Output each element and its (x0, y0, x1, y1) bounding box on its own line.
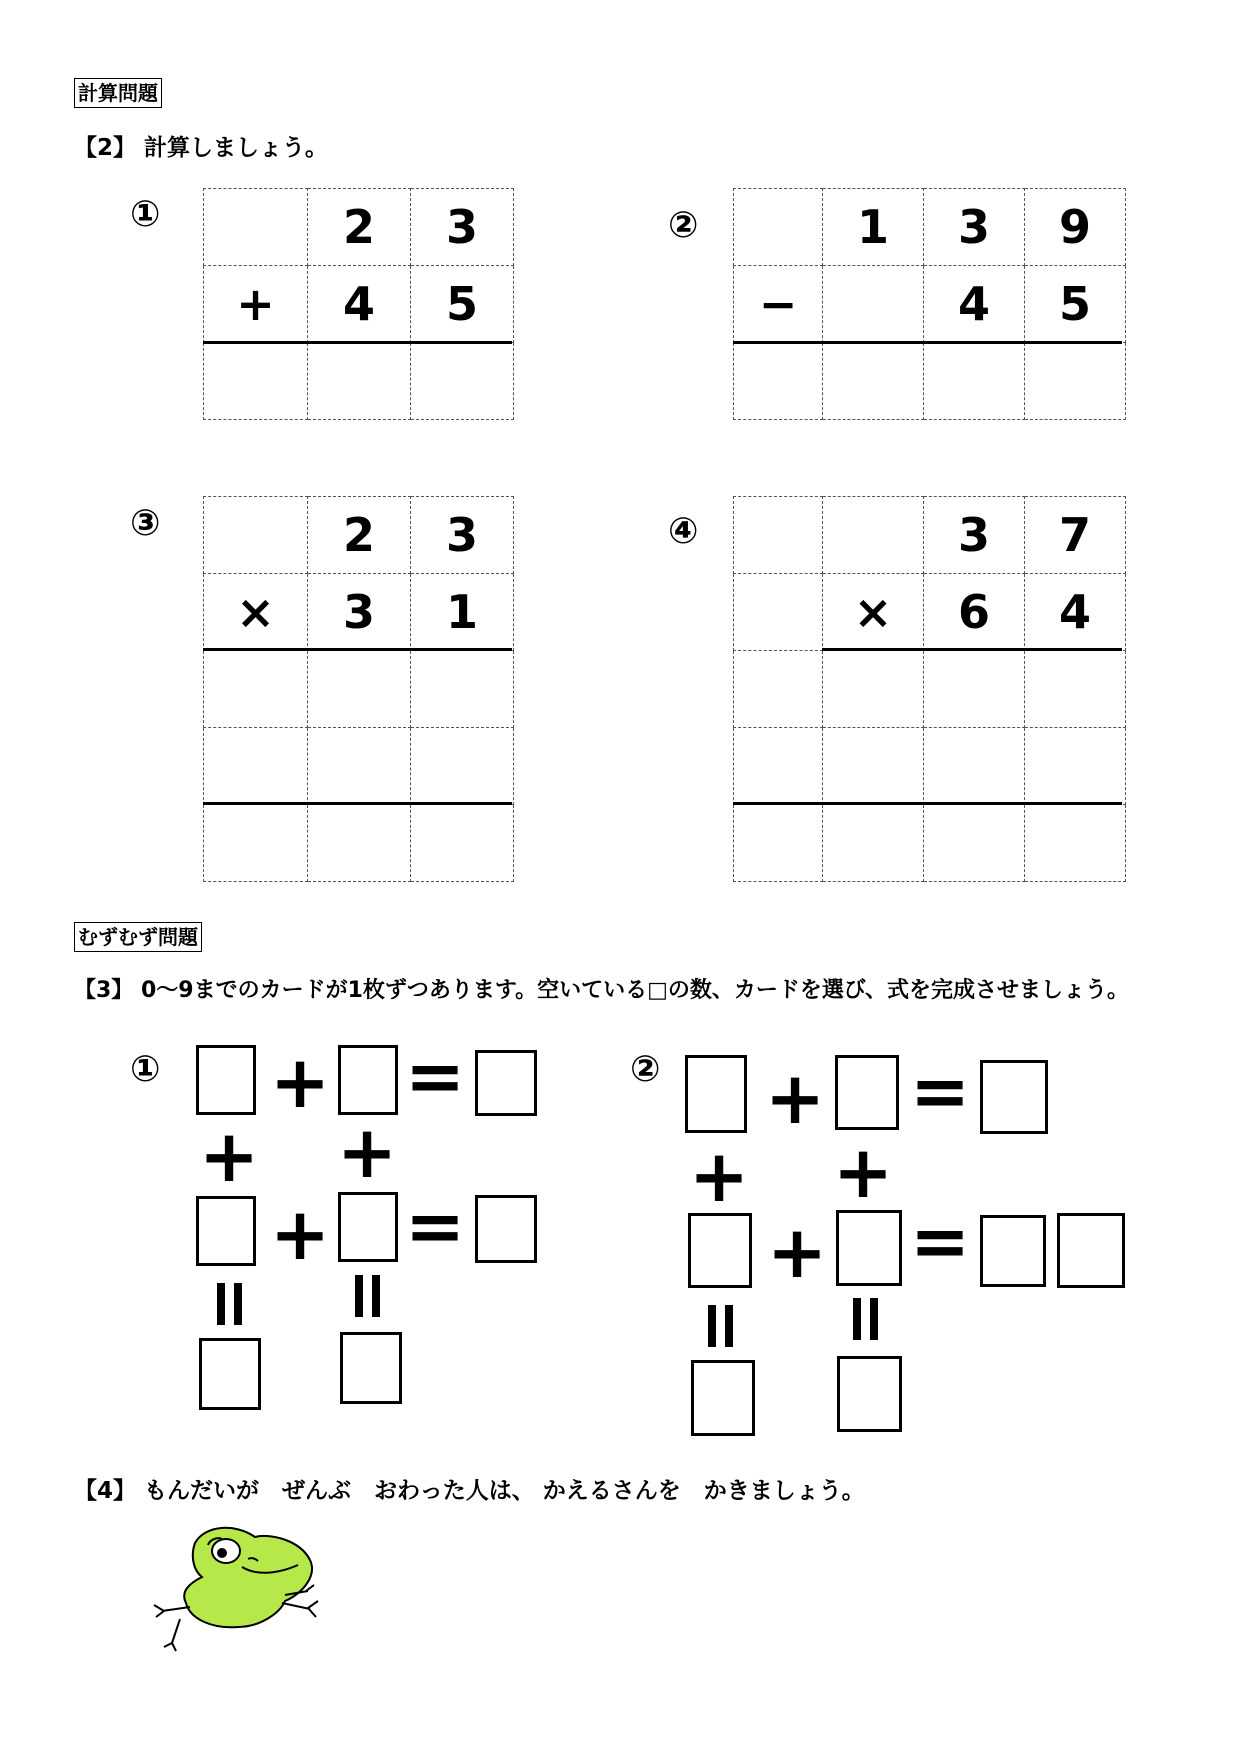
answer-cell[interactable] (924, 651, 1025, 728)
problem-number: ① (130, 194, 161, 235)
answer-cell[interactable] (924, 728, 1025, 805)
grid-cell: + (204, 266, 308, 343)
plus-sign: + (832, 1130, 894, 1214)
grid-cell: × (204, 574, 308, 651)
answer-cell[interactable] (204, 343, 308, 420)
grid-cell: 9 (1025, 189, 1126, 266)
equals-sign: = (909, 1199, 971, 1283)
problem-number: ④ (668, 511, 699, 552)
plus-sign: + (688, 1134, 750, 1218)
grid-cell: 5 (1025, 266, 1126, 343)
plus-sign: + (269, 1192, 331, 1276)
grid-cell: 3 (924, 189, 1025, 266)
card-box[interactable] (1057, 1213, 1125, 1288)
answer-cell[interactable] (1025, 805, 1126, 882)
card-box[interactable] (980, 1060, 1048, 1134)
grid-cell (204, 497, 308, 574)
answer-cell[interactable] (1025, 343, 1126, 420)
vertical-equals-sign (853, 1298, 883, 1340)
plus-sign: + (764, 1056, 826, 1140)
answer-cell[interactable] (1025, 728, 1126, 805)
card-box[interactable] (980, 1215, 1046, 1287)
plus-sign: + (336, 1110, 398, 1194)
frog-drawing-icon (150, 1515, 330, 1655)
grid-cell: 4 (1025, 574, 1126, 651)
problem-number: ③ (130, 503, 161, 544)
answer-cell[interactable] (823, 343, 924, 420)
product-line (203, 648, 512, 651)
answer-cell[interactable] (308, 651, 411, 728)
card-box[interactable] (475, 1195, 537, 1263)
grid-cell (204, 189, 308, 266)
answer-cell[interactable] (411, 805, 514, 882)
grid-cell: 7 (1025, 497, 1126, 574)
grid-cell: 4 (308, 266, 411, 343)
grid-cell: 1 (411, 574, 514, 651)
section-tag-calculation: 計算問題 (74, 78, 162, 108)
multiplication-grid (733, 496, 1126, 882)
card-box[interactable] (475, 1050, 537, 1116)
section-tag-puzzle: むずむず問題 (74, 922, 202, 952)
card-box[interactable] (835, 1055, 899, 1130)
card-box[interactable] (196, 1196, 256, 1266)
puzzle-number: ① (130, 1049, 161, 1090)
card-box[interactable] (338, 1045, 398, 1115)
card-box[interactable] (691, 1360, 755, 1436)
card-box[interactable] (196, 1045, 256, 1115)
card-box[interactable] (836, 1210, 902, 1286)
answer-cell[interactable] (734, 805, 823, 882)
grid-cell: 4 (924, 266, 1025, 343)
addition-grid (203, 188, 514, 420)
answer-cell[interactable] (734, 343, 823, 420)
answer-cell[interactable] (308, 805, 411, 882)
answer-cell[interactable] (204, 728, 308, 805)
grid-cell: 3 (308, 574, 411, 651)
grid-cell: 1 (823, 189, 924, 266)
answer-cell[interactable] (411, 651, 514, 728)
grid-cell: 3 (411, 189, 514, 266)
answer-cell[interactable] (924, 343, 1025, 420)
grid-cell: 2 (308, 189, 411, 266)
subtraction-grid (733, 188, 1126, 420)
answer-cell[interactable] (1025, 651, 1126, 728)
answer-cell[interactable] (204, 805, 308, 882)
product-line (822, 648, 1122, 651)
answer-cell[interactable] (411, 343, 514, 420)
answer-cell[interactable] (823, 805, 924, 882)
total-line (203, 802, 512, 805)
answer-cell[interactable] (308, 343, 411, 420)
card-box[interactable] (685, 1055, 747, 1133)
answer-cell[interactable] (823, 651, 924, 728)
card-box[interactable] (340, 1332, 402, 1404)
problem-number: ② (668, 205, 699, 246)
multiplication-grid (203, 496, 514, 882)
answer-cell[interactable] (204, 651, 308, 728)
grid-cell: × (823, 574, 924, 651)
card-box[interactable] (837, 1356, 902, 1432)
vertical-equals-sign (217, 1283, 247, 1325)
puzzle-number: ② (630, 1049, 661, 1090)
equals-sign: = (404, 1034, 466, 1118)
difference-line (733, 341, 1122, 344)
grid-cell (734, 189, 823, 266)
card-box[interactable] (199, 1338, 261, 1410)
grid-cell: 2 (308, 497, 411, 574)
grid-cell: 3 (924, 497, 1025, 574)
card-box[interactable] (688, 1213, 752, 1288)
grid-cell: − (734, 266, 823, 343)
answer-cell[interactable] (734, 651, 823, 728)
equals-sign: = (404, 1184, 466, 1268)
grid-cell (823, 497, 924, 574)
answer-cell[interactable] (823, 728, 924, 805)
section-heading-3: 【3】 0～9までのカードが1枚ずつあります。空いている□の数、カードを選び、式を完成させましょう。 (74, 978, 1130, 1003)
plus-sign: + (269, 1040, 331, 1124)
vertical-equals-sign (355, 1275, 385, 1317)
grid-cell (823, 266, 924, 343)
vertical-equals-sign (708, 1305, 738, 1347)
grid-cell (734, 497, 823, 574)
section-heading-4: 【4】 もんだいが ぜんぶ おわった人は、 かえるさんを かきましょう。 (74, 1478, 865, 1504)
equals-sign: = (909, 1049, 971, 1133)
answer-cell[interactable] (308, 728, 411, 805)
answer-cell[interactable] (924, 805, 1025, 882)
answer-cell[interactable] (734, 728, 823, 805)
plus-sign: + (198, 1114, 260, 1198)
sum-line (203, 341, 512, 344)
card-box[interactable] (338, 1192, 398, 1262)
answer-cell[interactable] (411, 728, 514, 805)
grid-cell: 5 (411, 266, 514, 343)
section-heading-2: 【2】 計算しましょう。 (74, 135, 329, 161)
grid-cell: 3 (411, 497, 514, 574)
plus-sign: + (766, 1210, 828, 1294)
grid-cell (734, 574, 823, 651)
total-line (733, 802, 1122, 805)
grid-cell: 6 (924, 574, 1025, 651)
